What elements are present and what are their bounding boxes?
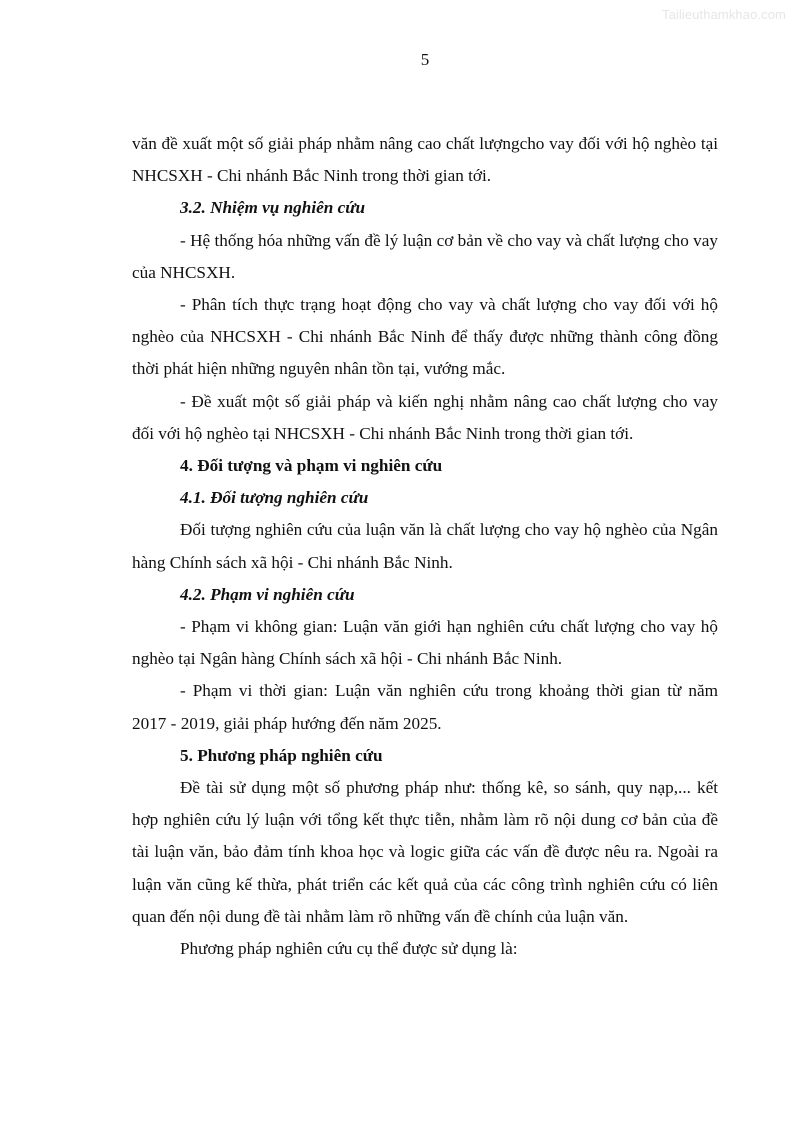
paragraph-methods-specific: Phương pháp nghiên cứu cụ thể được sử dụng là: [180, 939, 518, 959]
heading-4-2-research-scope: 4.2. Phạm vi nghiên cứu [180, 584, 355, 604]
paragraph-methods-overview: Đề tài sử dụng một số phương pháp như: thống kê, so sánh, quy nạp,... kết hợp nghiên cứu lý luận với tổng kết thực tiễn, nhằm làm rõ nội dung cơ bản của đề tài luận văn, bảo đảm tính khoa học và logic giữa các vấn đề được nêu ra. Ngoài ra luận văn cũng kế thừa, phát triển các kết quả của các công trình nghiên cứu có liên quan đến nội dung đề tài nhằm làm rõ những vấn đề chính của luận văn. [132, 778, 718, 926]
heading-4-1-research-subject: 4.1. Đối tượng nghiên cứu [180, 488, 369, 508]
paragraph-scope-time: - Phạm vi thời gian: Luận văn nghiên cứu trong khoảng thời gian từ năm 2017 - 2019, giải pháp hướng đến năm 2025. [132, 681, 718, 733]
paragraph-task-2: - Phân tích thực trạng hoạt động cho vay và chất lượng cho vay đối với hộ nghèo của NHCSXH - Chi nhánh Bắc Ninh để thấy được những thành công đồng thời phát hiện những nguyên nhân tồn tại, vướng mắc. [132, 295, 718, 379]
heading-5-research-methods: 5. Phương pháp nghiên cứu [180, 745, 383, 765]
page-number: 5 [420, 50, 430, 69]
heading-4-subject-scope: 4. Đối tượng và phạm vi nghiên cứu [180, 456, 443, 476]
heading-3-2-research-tasks: 3.2. Nhiệm vụ nghiên cứu [180, 198, 366, 218]
paragraph-research-subject: Đối tượng nghiên cứu của luận văn là chất lượng cho vay hộ nghèo của Ngân hàng Chính sách xã hội - Chi nhánh Bắc Ninh. [132, 520, 718, 572]
watermark-text: Tailieuthamkhao.com [661, 7, 786, 22]
paragraph-task-1: - Hệ thống hóa những vấn đề lý luận cơ bản về cho vay và chất lượng cho vay của NHCSXH. [132, 230, 718, 282]
document-body [132, 128, 718, 965]
paragraph-scope-space: - Phạm vi không gian: Luận văn giới hạn nghiên cứu chất lượng cho vay hộ nghèo tại Ngân hàng Chính sách xã hội - Chi nhánh Bắc Ninh. [132, 617, 718, 669]
paragraph-task-3: - Đề xuất một số giải pháp và kiến nghị nhằm nâng cao chất lượng cho vay đối với hộ nghèo tại NHCSXH - Chi nhánh Bắc Ninh trong thời gian tới. [132, 391, 718, 443]
paragraph-intro-continuation: văn đề xuất một số giải pháp nhằm nâng cao chất lượngcho vay đối với hộ nghèo tại NHCSXH - Chi nhánh Bắc Ninh trong thời gian tới. [132, 134, 718, 186]
